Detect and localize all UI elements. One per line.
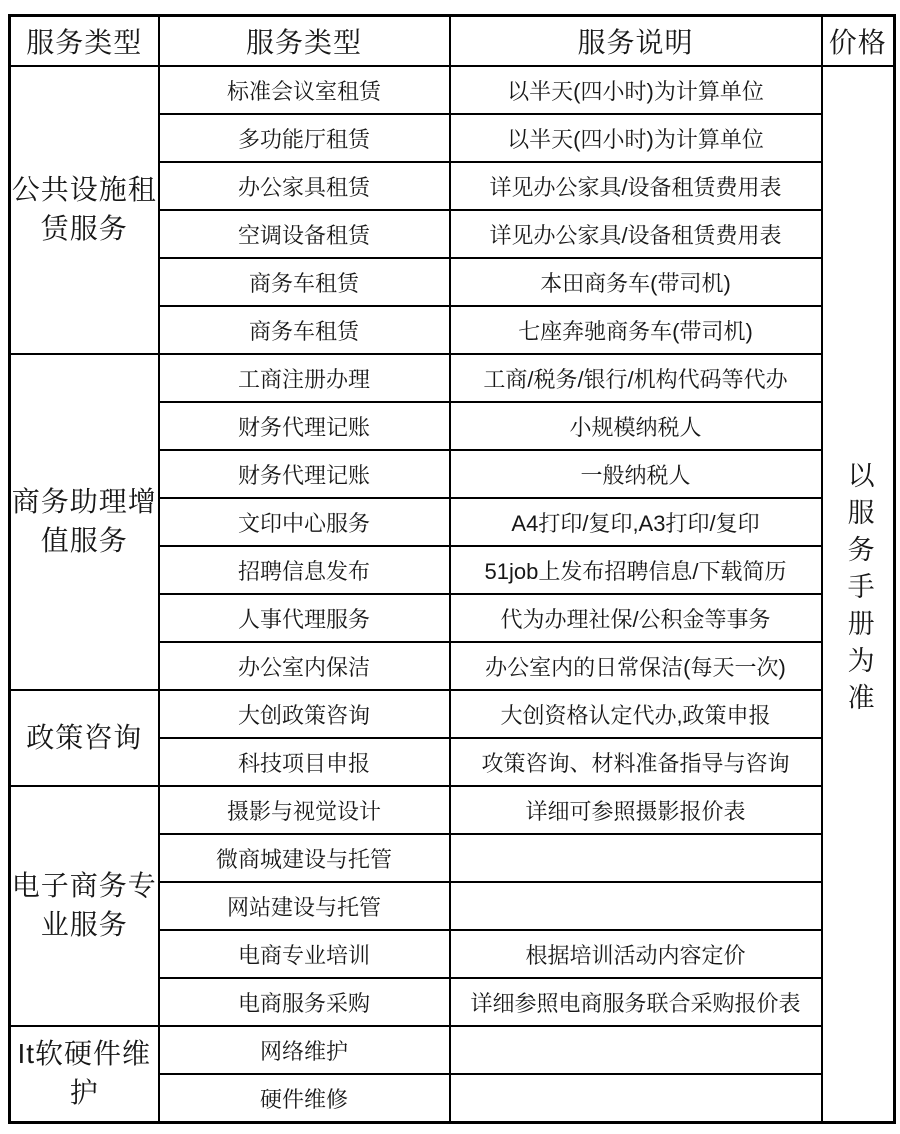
service-cell: 工商注册办理	[159, 354, 450, 402]
service-cell: 电商专业培训	[159, 930, 450, 978]
service-cell: 硬件维修	[159, 1074, 450, 1123]
service-cell: 招聘信息发布	[159, 546, 450, 594]
service-cell: 财务代理记账	[159, 450, 450, 498]
service-cell: 人事代理服务	[159, 594, 450, 642]
description-cell: 详细可参照摄影报价表	[450, 786, 822, 834]
description-cell: 详见办公家具/设备租赁费用表	[450, 210, 822, 258]
service-cell: 商务车租赁	[159, 306, 450, 354]
header-row	[10, 16, 895, 67]
description-cell: 工商/税务/银行/机构代码等代办	[450, 354, 822, 402]
description-cell: 大创资格认定代办,政策申报	[450, 690, 822, 738]
service-cell: 大创政策咨询	[159, 690, 450, 738]
description-cell: 办公室内的日常保洁(每天一次)	[450, 642, 822, 690]
description-cell: 代为办理社保/公积金等事务	[450, 594, 822, 642]
service-cell: 网站建设与托管	[159, 882, 450, 930]
price-cell	[822, 66, 895, 1123]
service-cell: 电商服务采购	[159, 978, 450, 1026]
service-cell: 网络维护	[159, 1026, 450, 1074]
service-cell: 多功能厅租赁	[159, 114, 450, 162]
service-cell: 财务代理记账	[159, 402, 450, 450]
description-cell: 攻策咨询、材料准备指导与咨询	[450, 738, 822, 786]
service-cell: 商务车租赁	[159, 258, 450, 306]
description-cell: 以半天(四小时)为计算单位	[450, 66, 822, 114]
table-row	[10, 354, 895, 402]
description-cell	[450, 834, 822, 882]
category-cell-policy-consulting: 政策咨询	[10, 690, 159, 786]
description-cell: 根据培训活动内容定价	[450, 930, 822, 978]
description-cell: 详细参照电商服务联合采购报价表	[450, 978, 822, 1026]
description-cell: A4打印/复印,A3打印/复印	[450, 498, 822, 546]
col-header-description: 服务说明	[450, 16, 822, 67]
table-row	[10, 66, 895, 114]
price-note: 以服务手册为准	[843, 461, 874, 720]
description-cell: 一般纳税人	[450, 450, 822, 498]
description-cell	[450, 882, 822, 930]
service-price-table	[8, 14, 896, 1124]
col-header-category: 服务类型	[10, 16, 159, 67]
col-header-service: 服务类型	[159, 16, 450, 67]
description-cell: 七座奔驰商务车(带司机)	[450, 306, 822, 354]
category-cell-public-facility-rental: 公共设施租赁服务	[10, 66, 159, 354]
service-cell: 办公家具租赁	[159, 162, 450, 210]
service-cell: 标准会议室租赁	[159, 66, 450, 114]
table-row	[10, 786, 895, 834]
description-cell: 51job上发布招聘信息/下载简历	[450, 546, 822, 594]
table-row	[10, 1026, 895, 1074]
description-cell: 详见办公家具/设备租赁费用表	[450, 162, 822, 210]
service-cell: 微商城建设与托管	[159, 834, 450, 882]
table-row	[10, 690, 895, 738]
category-cell-ecommerce-services: 电子商务专业服务	[10, 786, 159, 1026]
description-cell	[450, 1074, 822, 1123]
description-cell: 以半天(四小时)为计算单位	[450, 114, 822, 162]
category-cell-it-maintenance: It软硬件维护	[10, 1026, 159, 1123]
description-cell: 小规模纳税人	[450, 402, 822, 450]
description-cell	[450, 1026, 822, 1074]
description-cell: 本田商务车(带司机)	[450, 258, 822, 306]
service-cell: 文印中心服务	[159, 498, 450, 546]
service-cell: 办公室内保洁	[159, 642, 450, 690]
category-cell-business-assistant: 商务助理增值服务	[10, 354, 159, 690]
col-header-price: 价格	[822, 16, 895, 67]
service-cell: 空调设备租赁	[159, 210, 450, 258]
service-cell: 科技项目申报	[159, 738, 450, 786]
service-cell: 摄影与视觉设计	[159, 786, 450, 834]
